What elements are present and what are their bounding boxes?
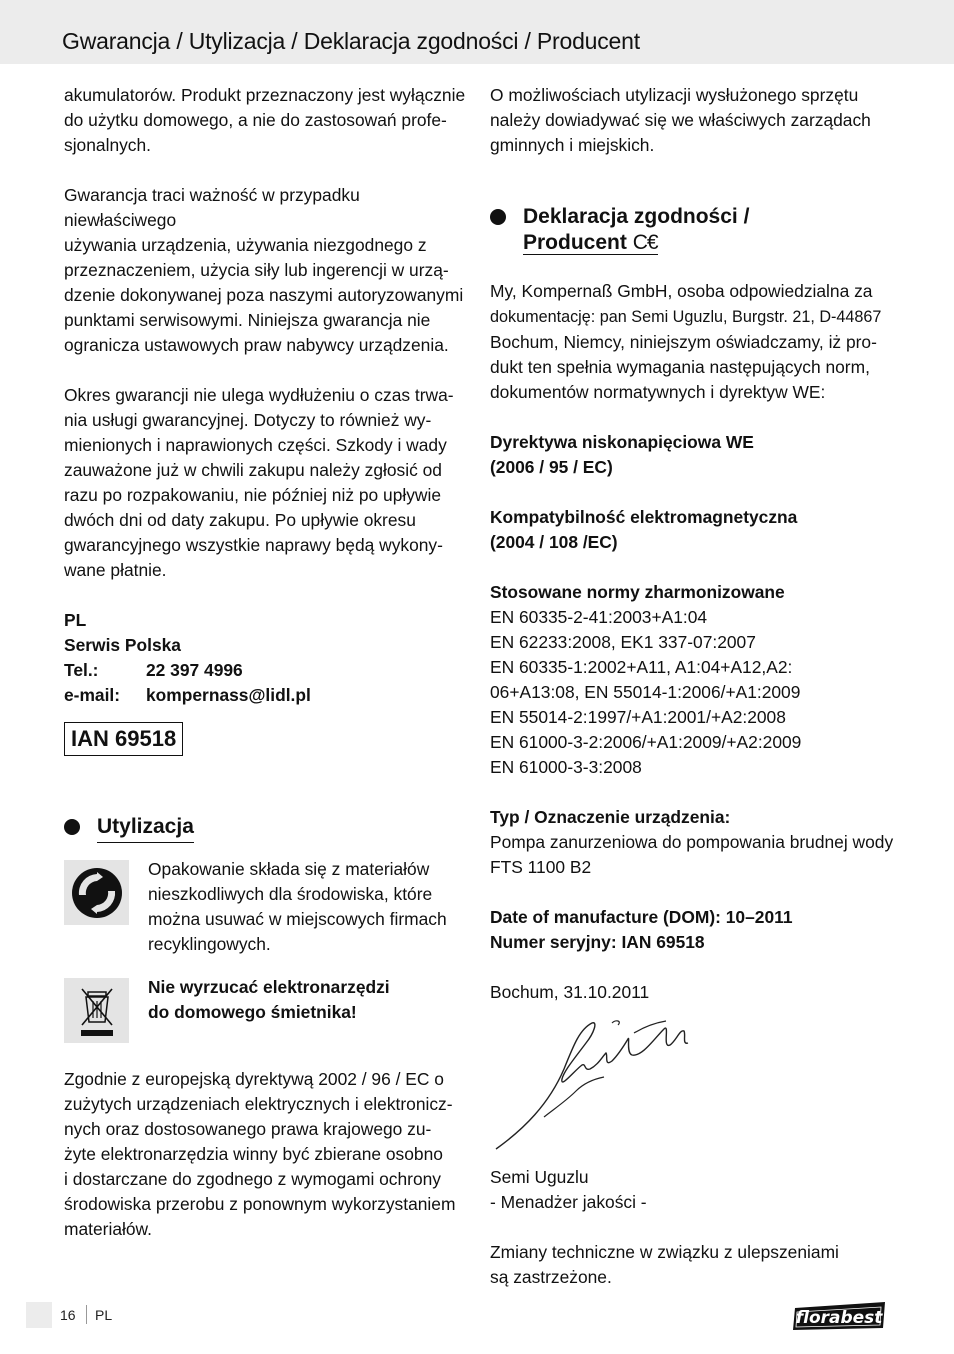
text-line: dzenie dokonywanej poza naszymi autoryzowanymi	[64, 285, 464, 305]
date-of-manufacture: Date of manufacture (DOM): 10–2011	[490, 907, 793, 927]
text-line: dokumentację: pan Semi Uguzlu, Burgstr. 21, D-44867	[490, 308, 882, 326]
norm-item: EN 60335-1:2002+A11, A1:04+A12,A2:	[490, 657, 793, 677]
norm-item: EN 62233:2008, EK1 337-07:2007	[490, 632, 756, 652]
text-line: materiałów.	[64, 1219, 152, 1239]
text-line: O możliwościach utylizacji wysłużonego sprzętu	[490, 85, 859, 105]
page-number: 16	[60, 1307, 76, 1323]
declaration-heading	[490, 204, 895, 256]
text-line: należy dowiadywać się we właściwych zarządach	[490, 110, 871, 130]
norms-list	[490, 605, 895, 780]
signer-name: Semi Uguzlu	[490, 1167, 589, 1187]
service-contact	[64, 608, 466, 708]
page-language: PL	[95, 1307, 113, 1323]
text-line: wane płatnie.	[64, 560, 167, 580]
text-line: do domowego śmietnika!	[148, 1002, 357, 1022]
text-line: dokumentów normatywnych i dyrektyw WE:	[490, 382, 826, 402]
paragraph-intro	[64, 83, 466, 158]
packaging-text	[148, 857, 447, 957]
heading-line: Deklaracja zgodności /	[523, 205, 750, 228]
text-line: Zgodnie z europejską dyrektywą 2002 / 96 / EC o	[64, 1069, 444, 1089]
bullet-icon	[490, 209, 506, 225]
paragraph-declaration	[490, 279, 895, 405]
technical-changes-note	[490, 1240, 895, 1290]
text-line: akumulatorów. Produkt przeznaczony jest wyłącznie	[64, 85, 466, 105]
text-line: dukt ten spełnia wymagania następujących norm,	[490, 357, 870, 377]
text-line: przeznaczeniem, użycia siły lub ingerencji w urzą-	[64, 260, 449, 280]
text-line: mienionych i naprawionych części. Szkody i wady	[64, 435, 447, 455]
text-line: Nie wyrzucać elektronarzędzi	[148, 977, 390, 997]
page-header	[0, 0, 954, 64]
contact-country: PL	[64, 610, 87, 630]
text-line: razu po rozpakowaniu, nie później niż po upływie	[64, 485, 442, 505]
paragraph-warranty-void	[64, 183, 466, 358]
phone-label: Tel.:	[64, 660, 99, 680]
phone-number[interactable]: 22 397 4996	[146, 660, 243, 680]
weee-warning-row	[64, 975, 466, 1043]
norm-item: EN 60335-2-41:2003+A1:04	[490, 607, 708, 627]
text-line: (2004 / 108 /EC)	[490, 532, 618, 552]
contact-email-row	[64, 683, 466, 708]
footer-marker	[26, 1302, 52, 1328]
contact-service-name: Serwis Polska	[64, 635, 181, 655]
text-line: FTS 1100 B2	[490, 857, 592, 877]
paragraph-disposal-info	[490, 83, 895, 158]
text-line: Okres gwarancji nie ulega wydłużeniu o czas trwa-	[64, 385, 454, 405]
ian-number-box: IAN 69518	[64, 722, 183, 756]
text-line: można usuwać w miejscowych firmach	[148, 909, 447, 929]
section-title	[523, 204, 749, 256]
text-line: nia usługi gwarancyjnej. Dotyczy to również wy-	[64, 410, 432, 430]
disposal-heading	[64, 814, 466, 843]
norm-item: EN 55014-2:1997/+A1:2001/+A2:2008	[490, 707, 786, 727]
norm-item: EN 61000-3-2:2006/+A1:2009/+A2:2009	[490, 732, 802, 752]
paragraph-warranty-period	[64, 383, 466, 583]
brand-name: florabest	[795, 1308, 883, 1328]
text-line: Bochum, Niemcy, niniejszym oświadczamy, iż pro-	[490, 332, 877, 352]
bullet-icon	[64, 819, 80, 835]
signature	[490, 1005, 895, 1165]
text-line: Gwarancja traci ważność w przypadku niewłaściwego	[64, 185, 360, 230]
ce-mark-icon: C€	[632, 231, 658, 254]
norm-item: EN 61000-3-3:2008	[490, 757, 642, 777]
crossed-bin-icon	[64, 978, 129, 1043]
text-line: nieszkodliwych dla środowiska, które	[148, 884, 433, 904]
right-column	[490, 83, 895, 1290]
signer-role: - Menadżer jakości -	[490, 1192, 647, 1212]
section-title: Utylizacja	[97, 814, 194, 843]
heading-line: Producent	[523, 231, 627, 254]
text-line: recyklingowych.	[148, 934, 271, 954]
text-line: Opakowanie składa się z materiałów	[148, 859, 430, 879]
text-line: Zmiany techniczne w związku z ulepszeniami	[490, 1242, 839, 1262]
text-line: do użytku domowego, a nie do zastosowań profe-	[64, 110, 447, 130]
email-address[interactable]: kompernass@lidl.pl	[146, 685, 311, 705]
norm-item: 06+A13:08, EN 55014-1:2006/+A1:2009	[490, 682, 801, 702]
email-label: e-mail:	[64, 685, 121, 705]
florabest-logo	[791, 1298, 889, 1332]
text-line: gwarancyjnego wszystkie naprawy będą wykony-	[64, 535, 443, 555]
text-line: używania urządzenia, używania niezgodnego z	[64, 235, 427, 255]
directive-low-voltage	[490, 430, 895, 480]
text-line: żyte elektronarzędzia winny być zbierane osobno	[64, 1144, 443, 1164]
text-line: Kompatybilność elektromagnetyczna	[490, 507, 798, 527]
left-column	[64, 83, 466, 1242]
place-and-date: Bochum, 31.10.2011	[490, 982, 650, 1002]
text-line: My, Kompernaß GmbH, osoba odpowiedzialna za	[490, 281, 873, 301]
text-line: i dostarczane do zgodnego z wymogami ochrony	[64, 1169, 442, 1189]
text-line: (2006 / 95 / EC)	[490, 457, 613, 477]
directive-emc	[490, 505, 895, 555]
text-line: Pompa zanurzeniowa do pompowania brudnej wody	[490, 832, 894, 852]
text-line: zużytych urządzeniach elektrycznych i elektronicz-	[64, 1094, 453, 1114]
serial-number: Numer seryjny: IAN 69518	[490, 932, 705, 952]
text-line: gminnych i miejskich.	[490, 135, 655, 155]
text-line: środowiska przerobu z ponownym wykorzystaniem	[64, 1194, 456, 1214]
device-type-heading: Typ / Oznaczenie urządzenia:	[490, 807, 731, 827]
text-line: punktami serwisowymi. Niniejsza gwarancja nie	[64, 310, 431, 330]
text-line: ogranicza ustawowych praw nabywcy urządzenia.	[64, 335, 449, 355]
norms-heading: Stosowane normy zharmonizowane	[490, 582, 785, 602]
text-line: zauważone już w chwili zakupu należy zgłosić od	[64, 460, 442, 480]
heading-line-underlined	[523, 231, 658, 255]
text-line: Dyrektywa niskonapięciowa WE	[490, 432, 754, 452]
text-line: dwóch dni od daty zakupu. Po upływie okresu	[64, 510, 416, 530]
weee-warning-text	[148, 975, 390, 1025]
paragraph-weee-directive	[64, 1067, 466, 1242]
contact-phone-row	[64, 658, 466, 683]
green-dot-recycling-icon	[64, 860, 129, 925]
text-line: nych oraz dostosowanego prawa krajowego zu-	[64, 1119, 432, 1139]
packaging-recycling-row	[64, 857, 466, 957]
footer-divider	[86, 1305, 87, 1324]
page-title: Gwarancja / Utylizacja / Deklaracja zgodności / Producent	[62, 28, 640, 54]
device-type-text	[490, 830, 895, 880]
text-line: sjonalnych.	[64, 135, 152, 155]
text-line: są zastrzeżone.	[490, 1267, 612, 1287]
